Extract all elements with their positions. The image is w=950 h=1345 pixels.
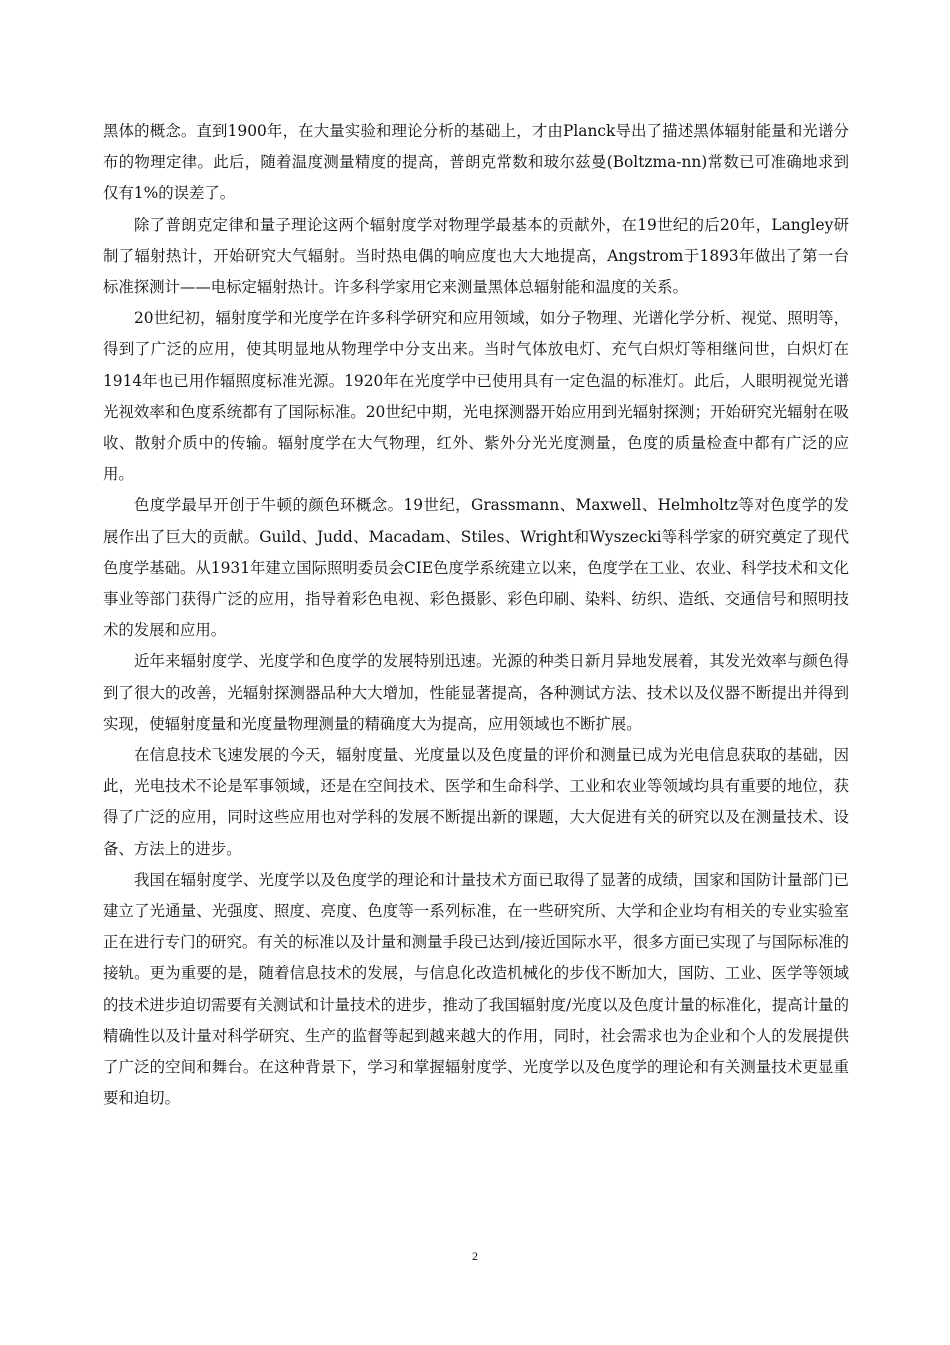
page-number: 2: [472, 1249, 478, 1263]
body-text: [103, 116, 849, 1115]
paragraph-china-achievements: 我国在辐射度学、光度学以及色度学的理论和计量技术方面已取得了显著的成绩，国家和国防计量部门已建立了光通量、光强度、照度、亮度、色度等一系列标准，在一些研究所、大学和企业均有相关的专业实验室正在进行专门的研究。有关的标准以及计量和测量手段已达到/接近国际水平，很多方面已实现了与国际标准的接轨。更为重要的是，随着信息技术的发展，与信息化改造机械化的步伐不断加大，国防、工业、医学等领域的技术进步迫切需要有关测试和计量技术的进步，推动了我国辐射度/光度以及色度计量的标准化，提高计量的精确性以及计量对科学研究、生产的监督等起到越来越大的作用，同时，社会需求也为企业和个人的发展提供了广泛的空间和舞台。在这种背景下，学习和掌握辐射度学、光度学以及色度学的理论和有关测量技术更显重要和迫切。: [103, 870, 849, 1108]
paragraph-information-technology: 在信息技术飞速发展的今天，辐射度量、光度量以及色度量的评价和测量已成为光电信息获取的基础，因此，光电技术不论是军事领域，还是在空间技术、医学和生命科学、工业和农业等领域均具有重要的地位，获得了广泛的应用，同时这些应用也对学科的发展不断提出新的课题，大大促进有关的研究以及在测量技术、设备、方法上的进步。: [103, 746, 849, 858]
paragraph-20th-century: 20世纪初，辐射度学和光度学在许多科学研究和应用领域，如分子物理、光谱化学分析、视觉、照明等，得到了广泛的应用，使其明显地从物理学中分支出来。当时气体放电灯、充气白炽灯等相继问世，白炽灯在1914年也已用作辐照度标准光源。1920年在光度学中已使用具有一定色温的标准灯。此后，人眼明视觉光谱光视效率和色度系统都有了国际标准。20世纪中期，光电探测器开始应用到光辐射探测；开始研究光辐射在吸收、散射介质中的传输。辐射度学在大气物理，红外、紫外分光光度测量，色度的质量检查中都有广泛的应用。: [103, 309, 849, 484]
paragraph-recent-development: 近年来辐射度学、光度学和色度学的发展特别迅速。光源的种类日新月异地发展着，其发光效率与颜色得到了很大的改善，光辐射探测器品种大大增加，性能显著提高，各种测试方法、技术以及仪器不断提出并得到实现，使辐射度量和光度量物理测量的精确度大为提高，应用领域也不断扩展。: [103, 652, 849, 733]
paragraph-colorimetry-history: 色度学最早开创于牛顿的颜色环概念。19世纪，Grassmann、Maxwell、Helmholtz等对色度学的发展作出了巨大的贡献。Guild、Judd、Macadam、Stiles、Wright和Wyszecki等科学家的研究奠定了现代色度学基础。从1931年建立国际照明委员会CIE色度学系统建立以来，色度学在工业、农业、科学技术和文化事业等部门获得广泛的应用，指导着彩色电视、彩色摄影、彩色印刷、染料、纺织、造纸、交通信号和照明技术的发展和应用。: [103, 496, 849, 640]
paragraph-continued-blackbody: 黑体的概念。直到1900年，在大量实验和理论分析的基础上，才由Planck导出了描述黑体辐射能量和光谱分布的物理定律。此后，随着温度测量精度的提高，普朗克常数和玻尔兹曼(Boltzma-nn)常数已可准确地求到仅有1%的误差了。: [103, 122, 849, 203]
paragraph-planck-langley: 除了普朗克定律和量子理论这两个辐射度学对物理学最基本的贡献外，在19世纪的后20年，Langley研制了辐射热计，开始研究大气辐射。当时热电偶的响应度也大大地提高，Angstrom于1893年做出了第一台标准探测计——电标定辐射热计。许多科学家用它来测量黑体总辐射能和温度的关系。: [103, 215, 849, 297]
